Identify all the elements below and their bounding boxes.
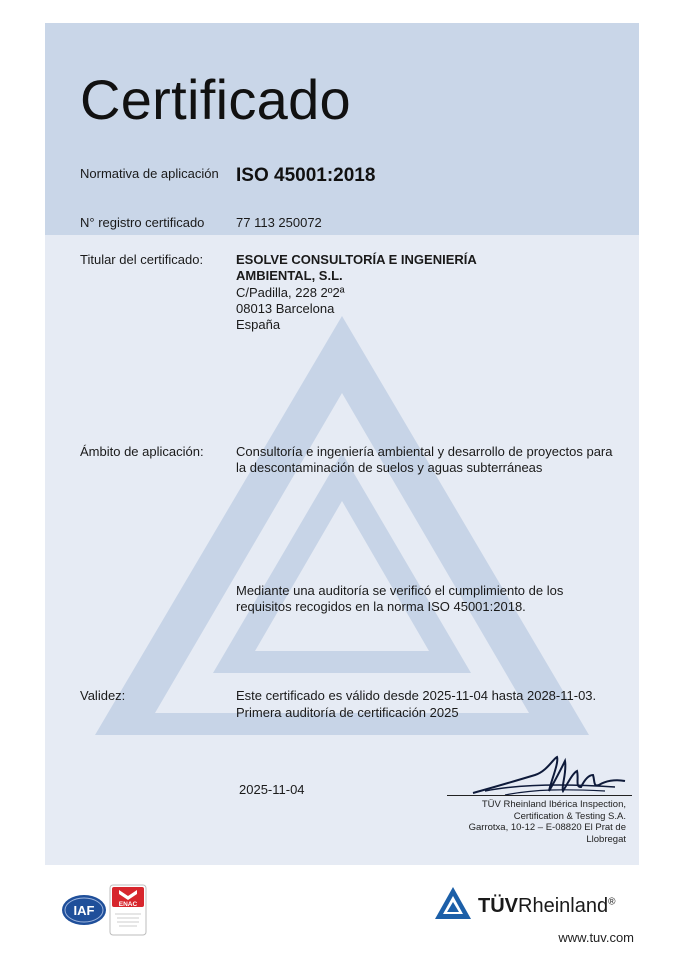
audit-line1: Mediante una auditoría se verificó el cumplimiento de los — [236, 583, 564, 598]
issuer-line4: Llobregat — [586, 833, 626, 845]
standard-label: Normativa de aplicación — [80, 166, 219, 181]
holder-address-line1: C/Padilla, 228 2º2ª — [236, 285, 345, 300]
issue-date: 2025-11-04 — [239, 782, 305, 797]
scope-label: Ámbito de aplicación: — [80, 444, 204, 459]
website-link[interactable]: www.tuv.com — [558, 930, 634, 945]
tuv-brand-bold: TÜV — [478, 895, 518, 917]
registry-label: N° registro certificado — [80, 215, 205, 230]
tuv-brand-regular: Rheinland — [518, 895, 609, 917]
holder-name-line2: AMBIENTAL, S.L. — [236, 268, 343, 283]
tuv-registered-mark: ® — [608, 896, 616, 908]
holder-label: Titular del certificado: — [80, 252, 204, 267]
validity-line1: Este certificado es válido desde 2025-11-04 hasta 2028-11-03. — [236, 688, 597, 703]
page-title: Certificado — [80, 68, 351, 131]
issuer-line2: Certification & Testing S.A. — [513, 810, 626, 822]
iaf-logo-text: IAF — [73, 903, 95, 918]
iaf-logo — [60, 893, 108, 927]
holder-address-line3: España — [236, 317, 281, 332]
standard-value: ISO 45001:2018 — [236, 165, 376, 186]
issuer-line1: TÜV Rheinland Ibérica Inspection, — [481, 799, 626, 810]
validity-line2: Primera auditoría de certificación 2025 — [236, 705, 459, 720]
tuv-rheinland-brand — [478, 895, 615, 918]
holder-name-line1: ESOLVE CONSULTORÍA E INGENIERÍA — [236, 252, 477, 267]
tuv-triangle-logo-icon — [434, 886, 472, 920]
scope-line2: la descontaminación de suelos y aguas subterráneas — [236, 460, 543, 475]
enac-logo-text: ENAC — [118, 901, 138, 908]
holder-address-line2: 08013 Barcelona — [236, 301, 335, 316]
registry-value: 77 113 250072 — [236, 215, 322, 230]
signature-image — [465, 751, 635, 801]
issuer-address — [450, 799, 626, 845]
certificate-panel — [45, 23, 639, 865]
issuer-line3: Garrotxa, 10-12 – E-08820 El Prat de — [468, 822, 626, 833]
scope-line1: Consultoría e ingeniería ambiental y desarrollo de proyectos para — [236, 444, 613, 459]
audit-line2: requisitos recogidos en la norma ISO 45001:2018. — [236, 599, 526, 614]
enac-logo — [109, 884, 147, 936]
validity-label: Validez: — [80, 688, 126, 703]
signature-line — [447, 795, 632, 796]
